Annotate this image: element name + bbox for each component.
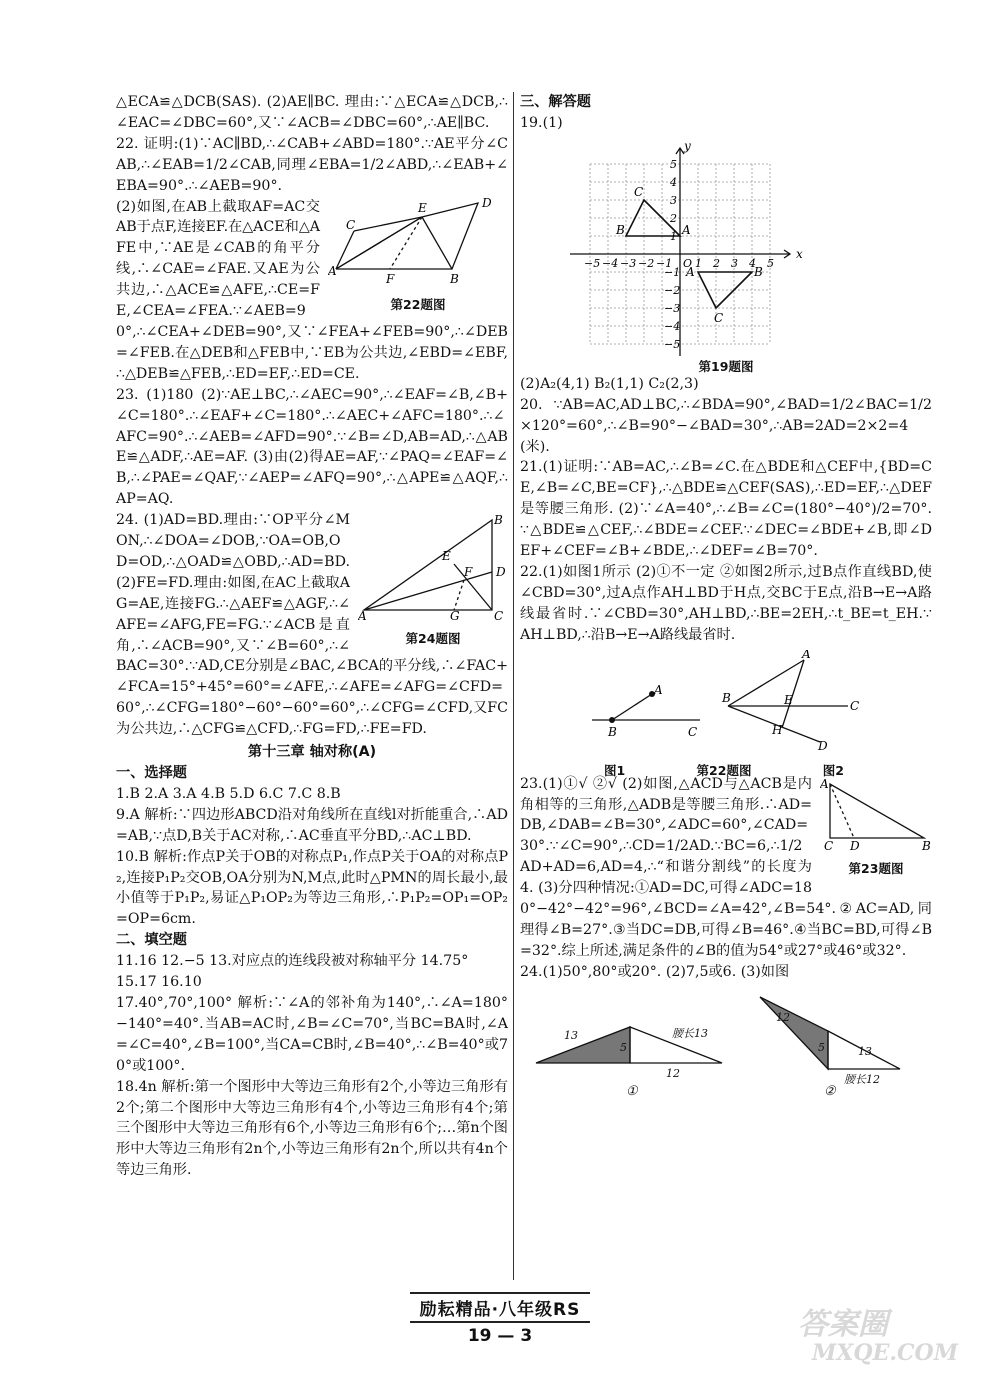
svg-text:F: F <box>464 565 473 580</box>
svg-text:−3: −3 <box>620 256 637 270</box>
svg-text:4: 4 <box>749 256 756 270</box>
svg-text:C: C <box>494 609 504 623</box>
svg-text:C: C <box>850 698 860 713</box>
figure-22-right <box>520 649 932 778</box>
right-column <box>520 92 932 1101</box>
svg-text:5: 5 <box>767 256 774 270</box>
svg-text:C: C <box>714 310 724 325</box>
svg-text:4: 4 <box>670 175 677 189</box>
watermark-line1: 答案圈 <box>798 1307 888 1342</box>
figure-22-right-captions <box>604 761 844 782</box>
svg-text:C: C <box>634 184 644 199</box>
svg-text:O: O <box>683 256 693 270</box>
svg-text:−2: −2 <box>664 283 681 297</box>
watermark-line2: MXQE.COM <box>812 1340 959 1366</box>
svg-text:1: 1 <box>670 229 677 243</box>
svg-text:x: x <box>796 246 803 261</box>
svg-text:3: 3 <box>731 256 738 270</box>
section-choice: 一、选择题 <box>116 765 187 781</box>
svg-text:B: B <box>754 264 763 279</box>
svg-text:A: A <box>682 222 691 237</box>
answer-23: 23. (1)180 (2)∵AE⊥BC,∴∠AEC=90°,∴∠EAF=∠B,∠B+∠C=180°.∴∠EAF+∠C=180°.∴∠AEC+∠AFC=180°.∴∠AFC=90°.∴∠AEB=∠AFD=90°.∵∠B=∠D,AB=AD,∴△ABE≌△ADF,∴AE=AF. (3)由(2)得AE=AF,∵∠PAQ=∠EAF=∠B,∴∠PAE=∠QAF,∵∠AEP=∠AFQ=90°,∴△APE≌△AQF,∴AP=AQ. <box>116 386 508 508</box>
label-12-left: 12 <box>666 1066 680 1080</box>
svg-text:E: E <box>418 200 427 215</box>
svg-text:A: A <box>686 264 695 279</box>
watermark-logo <box>792 1300 992 1366</box>
case-2-label: ② <box>824 1083 836 1099</box>
figure-19 <box>520 134 932 374</box>
svg-text:−4: −4 <box>602 256 619 270</box>
svg-text:−4: −4 <box>664 319 681 333</box>
svg-text:B: B <box>922 838 931 852</box>
figure-24-diagram <box>358 514 508 622</box>
answer-21-tail: △ECA≌△DCB(SAS). (2)AE∥BC. 理由:∵△ECA≌△DCB,∴∠EAC=∠DBC=60°,又∵∠ACB=∠DBC=60°,∴AE∥BC. <box>116 94 508 131</box>
svg-text:D: D <box>850 838 860 852</box>
answer-23: 23.(1)①√ ②√ (2)如图,△ACD与△ACB是内角相等的三角形,△ADB是等腰三角形.∴AD=DB,∠DAB=∠B=30°,∠ADC=60°,∠CAD=30°.∵∠C=90°,∴CD=1/2AD.∵BC=6,∴1/2AD+AD=6,AD=4,∴“和谐分割线”的长度为4. (3)分四种情况:①AD=DC,可得∠ADC=180°−42°−42°=96°,∠BCD=∠A=42°,∠B=54°.②AC=AD,同理得∠B=27°.③当DC=DB,可得∠B=46°.④当BC=BD,可得∠B=32°.综上所述,满足条件的∠B的值为54°或27°或46°或32°. <box>520 775 932 959</box>
answer-17: 17.40°,70°,100° 解析:∵∠A的邻补角为140°,∴∠A=180°−140°=40°.当AB=AC时,∠B=∠C=70°,当BC=BA时,∠A=∠C=40°,∠B=100°,当CA=CB时,∠B=40°,∴∠B=40°或70°或100°. <box>116 994 508 1074</box>
svg-text:5: 5 <box>670 157 677 171</box>
page-number: 19 — 3 <box>467 1326 533 1346</box>
label-5-right: 5 <box>818 1040 825 1054</box>
svg-text:−1: −1 <box>656 256 673 270</box>
svg-text:C: C <box>346 217 356 232</box>
figure-24 <box>358 514 508 650</box>
svg-text:B: B <box>722 690 731 705</box>
label-5-left: 5 <box>620 1040 627 1054</box>
fig2-caption: 图2 <box>822 762 844 778</box>
fig22r-caption: 第22题图 <box>696 762 752 778</box>
answer-24: 24. (1)AD=BD.理由:∵OP平分∠MON,∴∠DOA=∠DOB,∵OA=OB,OD=OD,∴△OAD≌△OBD,∴AD=BD. (2)FE=FD.理由:如图,在AC上截取AG=AE,连接FG.∴△AEF≌△AGF,∴∠AFE=∠AFG,FE=FG.∵∠ACB是直角,∴∠ACB=90°,又∵∠B=60°,∴∠BAC=30°.∵AD,CE分别是∠BAC,∠BCA的平分线,∴∠FAC+∠FCA=15°+45°=60°=∠AFE,∴∠AFE=∠AFG=∠CFD=60°,∴∠CFG=180°−60°−60°=60°,∴∠CFG=∠CFD,又FC为公共边,∴△CFG≌△CFD,∴FG=FD,∴FE=FD. <box>116 512 508 738</box>
figure-19-coordinate-grid <box>520 134 932 356</box>
answer-22-part1: 22. 证明:(1)∵AC∥BD,∴∠CAB+∠ABD=180°.∵AE平分∠CAB,∴∠EAB=1/2∠CAB,同理∠EBA=1/2∠ABD,∴∠EAB+∠EBA=90°.∴∠AEB=90°. <box>116 135 508 194</box>
label-12-right: 12 <box>776 1010 790 1024</box>
figure-23-diagram <box>820 778 932 852</box>
answer-20: 20. ∵AB=AC,AD⊥BC,∴∠BDA=90°,∠BAD=1/2∠BAC=1/2×120°=60°,∴∠B=90°−∠BAD=30°,∴AB=2AD=2×2=4(米). <box>520 396 932 455</box>
svg-text:A: A <box>358 609 367 623</box>
figure-22-diagram <box>328 197 508 289</box>
svg-text:H: H <box>772 722 783 737</box>
svg-text:B: B <box>616 222 625 237</box>
answer-18: 18.4n 解析:第一个图形中大等边三角形有2个,小等边三角形有2个;第二个图形中大等边三角形有4个,小等边三角形有4个;第三个图形中大等边三角形有6个,小等边三角形有6个;…第n个图形中大等边三角形有2n个,小等边三角形有2n个,所以共有4n个等边三角形. <box>116 1078 508 1179</box>
figure-22-caption: 第22题图 <box>390 297 446 313</box>
figure-22-right-diagrams <box>520 650 932 754</box>
svg-text:E: E <box>784 692 793 707</box>
fill-answers-11-14: 11.16 12.−5 13.对应点的连线段被对称轴平分 14.75° <box>116 953 469 970</box>
svg-text:B: B <box>608 724 617 739</box>
svg-text:C: C <box>824 838 834 852</box>
left-column <box>116 92 508 1181</box>
svg-text:−3: −3 <box>664 301 681 315</box>
column-divider <box>513 92 514 1280</box>
brand-logo: 励耘精品·八年级RS <box>410 1292 591 1323</box>
figure-23-caption: 第23题图 <box>848 860 904 876</box>
svg-text:A: A <box>802 649 811 661</box>
label-13-left: 13 <box>564 1028 578 1042</box>
label-yao13: 腰长13 <box>672 1026 708 1040</box>
figure-24-right <box>520 991 932 1101</box>
svg-text:B: B <box>450 271 459 286</box>
answer-24: 24.(1)50°,80°或20°. (2)7,5或6. (3)如图 <box>520 963 790 980</box>
svg-text:y: y <box>684 138 691 153</box>
answer-10: 10.B 解析:作点P关于OB的对称点P₁,作点P关于OA的对称点P₂,连接P₁P₂交OB,OA分别为N,M点,此时△PMN的周长最小,最小值等于P₁P₂,易证△P₁OP₂为等边三角形,∴P₁P₂=OP₁=OP₂=OP=6cm. <box>116 848 508 928</box>
svg-text:D: D <box>482 196 492 210</box>
svg-text:G: G <box>450 609 460 623</box>
answer-22-part2: (2)如图,在AB上截取AF=AC交AB于点F,连接EF.在△ACE和△AFE中,∵AE是∠CAB的角平分线,∴∠CAE=∠FAE.又AE为公共边,∴△ACE≌△AFE,∴CE=FE,∠CEA=∠FEA.∵∠AEB=90°,∴∠CEA+∠DEB=90°,又∵∠FEA+∠FEB=90°,∴∠DEB=∠FEB.在△DEB和△FEB中,∵EB为公共边,∠EBD=∠EBF,∴△DEB≌△FEB,∴ED=EF,∴ED=CE. <box>116 198 508 382</box>
svg-text:3: 3 <box>670 193 677 207</box>
section-solve: 三、解答题 <box>520 94 591 110</box>
svg-text:−5: −5 <box>584 256 601 270</box>
svg-text:E: E <box>442 549 451 564</box>
answer-19-part2: (2)A₂(4,1) B₂(1,1) C₂(2,3) <box>520 375 699 392</box>
answer-19-label: 19.(1) <box>520 114 563 131</box>
svg-text:1: 1 <box>695 256 702 270</box>
svg-text:C: C <box>688 724 698 739</box>
answer-9: 9.A 解析:∵四边形ABCD沿对角线所在直线l对折能重合,∴AD=AB,∵点D,B关于AC对称,∴AC垂直平分BD,∴AC⊥BD. <box>116 806 508 844</box>
svg-text:−2: −2 <box>638 256 655 270</box>
case-1-label: ① <box>626 1083 638 1099</box>
svg-text:2: 2 <box>670 211 677 225</box>
svg-text:A: A <box>820 777 829 791</box>
answer-21: 21.(1)证明:∵AB=AC,∴∠B=∠C.在△BDE和△CEF中,{BD=CE,∠B=∠C,BE=CF},∴△BDE≌△CEF(SAS),∴ED=EF,∴△DEF是等腰三角形. (2)∵∠A=40°,∴∠B=∠C=(180°−40°)/2=70°.∵△BDE≌△CEF,∴∠BDE=∠CEF.∵∠DEC=∠BDE+∠B,即∠DEF+∠CEF=∠B+∠BDE,∴∠DEF=∠B=70°. <box>520 459 932 560</box>
figure-24-right-diagrams <box>520 991 932 1101</box>
figure-22 <box>328 197 508 317</box>
chapter-title: 第十三章 轴对称(A) <box>247 744 377 761</box>
svg-text:D: D <box>496 565 506 580</box>
choice-answers-1-8: 1.B 2.A 3.A 4.B 5.D 6.C 7.C 8.B <box>116 785 341 802</box>
fill-answers-15-16: 15.17 16.10 <box>116 974 202 991</box>
svg-text:D: D <box>818 738 828 753</box>
svg-text:A: A <box>328 263 337 278</box>
svg-text:−5: −5 <box>664 337 681 351</box>
svg-text:−1: −1 <box>664 265 681 279</box>
label-yao12: 腰长12 <box>844 1072 880 1086</box>
svg-text:F: F <box>386 271 395 286</box>
svg-text:B: B <box>494 514 503 528</box>
svg-text:2: 2 <box>713 256 720 270</box>
fig1-caption: 图1 <box>604 762 626 778</box>
section-fill: 二、填空题 <box>116 932 187 949</box>
answer-22: 22.(1)如图1所示 (2)①不一定 ②如图2所示,过B点作直线BD,使∠CBD=30°,过A点作AH⊥BD于H点,交BC于E点,沿B→E→A路线最省时.∵∠CBD=30°,AH⊥BD,∴BE=2EH,∴t_BE=t_EH.∵AH⊥BD,∴沿B→E→A路线最省时. <box>520 563 932 643</box>
figure-19-caption: 第19题图 <box>698 358 754 374</box>
svg-text:A: A <box>654 682 663 697</box>
figure-24-caption: 第24题图 <box>405 631 461 647</box>
figure-23 <box>820 778 932 880</box>
label-13-right: 13 <box>858 1044 872 1058</box>
